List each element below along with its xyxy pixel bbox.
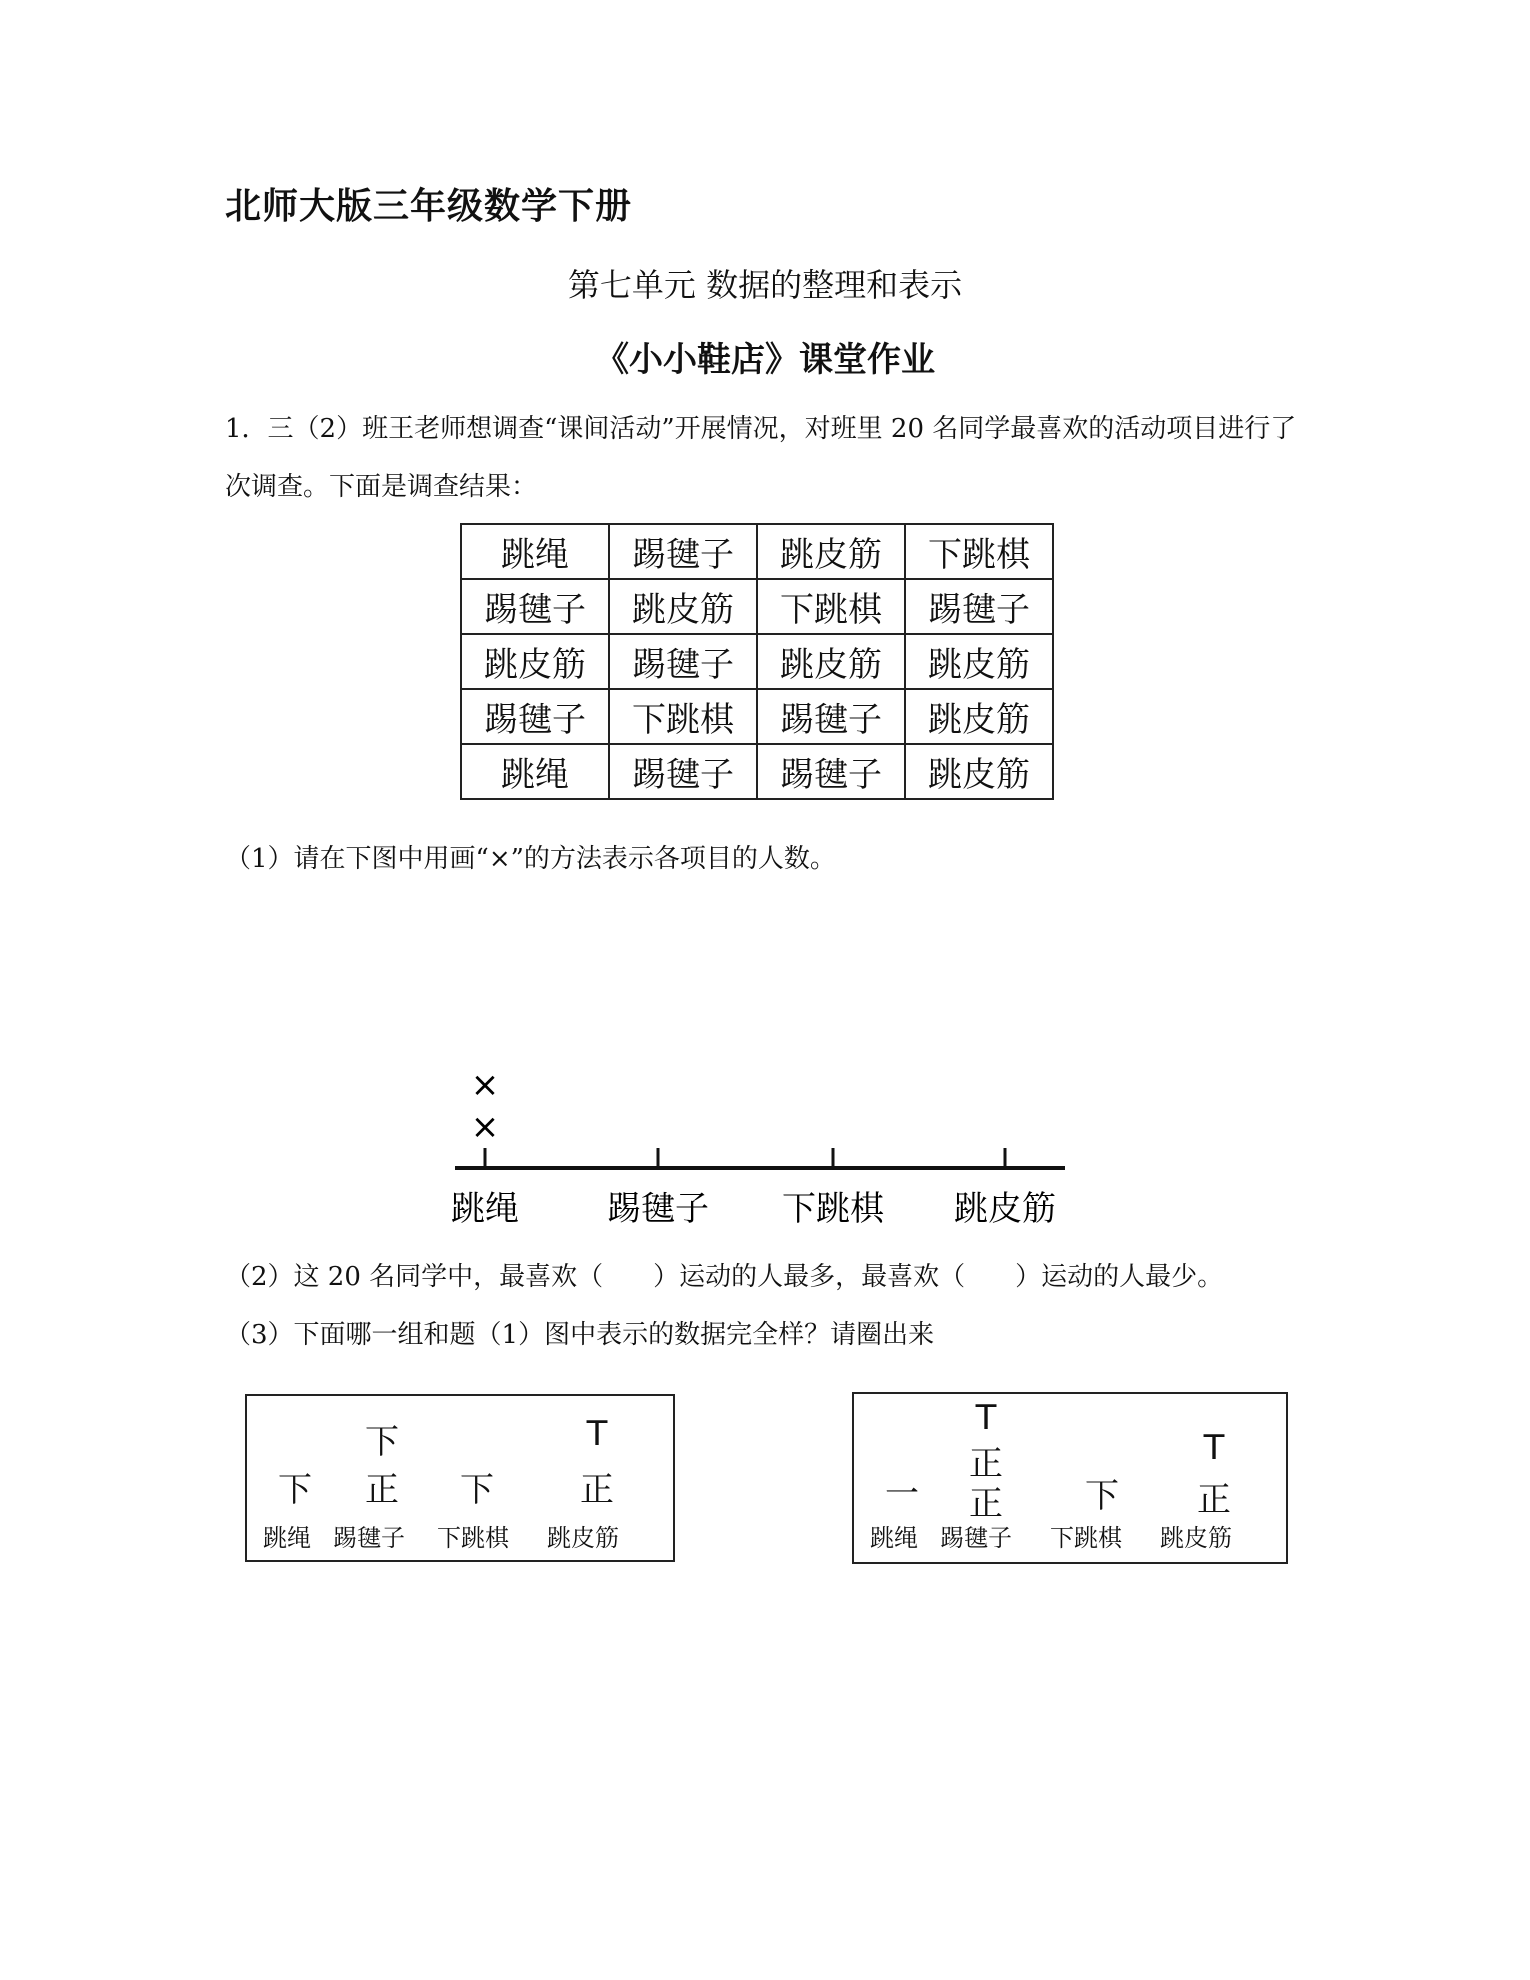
sub-question-1: （1）请在下图中用画“×”的方法表示各项目的人数。 bbox=[225, 844, 836, 874]
tally-mark: 一 bbox=[885, 1474, 919, 1514]
question-1-text: 1．三（2）班王老师想调查“课间活动”开展情况，对班里 20 名同学最喜欢的活动项目进行了次调查。下面是调查结果： bbox=[225, 414, 1297, 502]
tally-mark: 下 bbox=[278, 1470, 312, 1510]
tally-mark: T bbox=[1203, 1428, 1225, 1468]
table-row bbox=[461, 744, 1053, 799]
category-label: 下跳棋 bbox=[782, 1189, 884, 1229]
survey-table bbox=[460, 523, 1054, 800]
table-cell: 踢毽子 bbox=[757, 689, 905, 744]
category-label: 跳绳 bbox=[870, 1524, 918, 1552]
tally-mark: 下 bbox=[365, 1422, 399, 1462]
unit-title: 第七单元 数据的整理和表示 bbox=[567, 266, 963, 304]
table-cell: 跳皮筋 bbox=[757, 634, 905, 689]
table-cell: 跳皮筋 bbox=[905, 634, 1053, 689]
table-cell: 踢毽子 bbox=[461, 689, 609, 744]
table-cell: 下跳棋 bbox=[609, 689, 757, 744]
table-cell: 踢毽子 bbox=[757, 744, 905, 799]
table-row bbox=[461, 634, 1053, 689]
sub-question-3: （3）下面哪一组和题（1）图中表示的数据完全样？请圈出来 bbox=[225, 1320, 935, 1350]
category-label: 跳绳 bbox=[263, 1524, 311, 1552]
table-cell: 踢毽子 bbox=[609, 634, 757, 689]
category-label: 踢毽子 bbox=[607, 1189, 709, 1229]
sub-question-2 bbox=[225, 1256, 1223, 1293]
lesson-title: 《小小鞋店》课堂作业 bbox=[595, 340, 935, 380]
sub2-text-b: ）运动的人最多，最喜欢（ bbox=[653, 1262, 966, 1292]
category-label: 跳皮筋 bbox=[1160, 1524, 1232, 1552]
cross-marker: × bbox=[470, 1107, 500, 1147]
table-cell: 跳皮筋 bbox=[461, 634, 609, 689]
table-cell: 跳绳 bbox=[461, 744, 609, 799]
tally-mark: 正 bbox=[1197, 1480, 1231, 1520]
table-cell: 跳皮筋 bbox=[609, 579, 757, 634]
tally-mark: T bbox=[975, 1398, 997, 1438]
category-label: 跳皮筋 bbox=[954, 1189, 1056, 1229]
table-cell: 踢毽子 bbox=[461, 579, 609, 634]
category-label: 跳皮筋 bbox=[547, 1524, 619, 1552]
table-cell: 跳绳 bbox=[461, 524, 609, 579]
category-label: 跳绳 bbox=[451, 1189, 519, 1229]
option-b-box[interactable] bbox=[852, 1392, 1288, 1564]
table-row bbox=[461, 579, 1053, 634]
table-cell: 踢毽子 bbox=[905, 579, 1053, 634]
category-label: 踢毽子 bbox=[333, 1524, 405, 1552]
tally-mark: T bbox=[586, 1414, 608, 1454]
table-cell: 踢毽子 bbox=[609, 744, 757, 799]
tally-mark: 正 bbox=[969, 1484, 1003, 1524]
category-label: 踢毽子 bbox=[940, 1524, 1012, 1552]
dot-plot-chart[interactable] bbox=[440, 1050, 1090, 1230]
tally-mark: 正 bbox=[580, 1470, 614, 1510]
cross-marker: × bbox=[470, 1065, 500, 1105]
table-cell: 跳皮筋 bbox=[905, 689, 1053, 744]
table-cell: 下跳棋 bbox=[757, 579, 905, 634]
category-label: 下跳棋 bbox=[1050, 1524, 1122, 1552]
tally-mark: 正 bbox=[969, 1444, 1003, 1484]
table-row bbox=[461, 524, 1053, 579]
table-cell: 跳皮筋 bbox=[757, 524, 905, 579]
option-a-box[interactable] bbox=[245, 1394, 675, 1562]
tally-mark: 下 bbox=[1085, 1476, 1119, 1516]
sub2-text-a: （2）这 20 名同学中，最喜欢（ bbox=[225, 1262, 604, 1292]
table-row bbox=[461, 689, 1053, 744]
table-cell: 跳皮筋 bbox=[905, 744, 1053, 799]
book-title: 北师大版三年级数学下册 bbox=[225, 186, 633, 227]
category-label: 下跳棋 bbox=[437, 1524, 509, 1552]
tally-mark: 下 bbox=[460, 1470, 494, 1510]
tally-mark: 正 bbox=[365, 1470, 399, 1510]
table-cell: 下跳棋 bbox=[905, 524, 1053, 579]
sub2-text-c: ）运动的人最少。 bbox=[1015, 1262, 1224, 1292]
table-cell: 踢毽子 bbox=[609, 524, 757, 579]
